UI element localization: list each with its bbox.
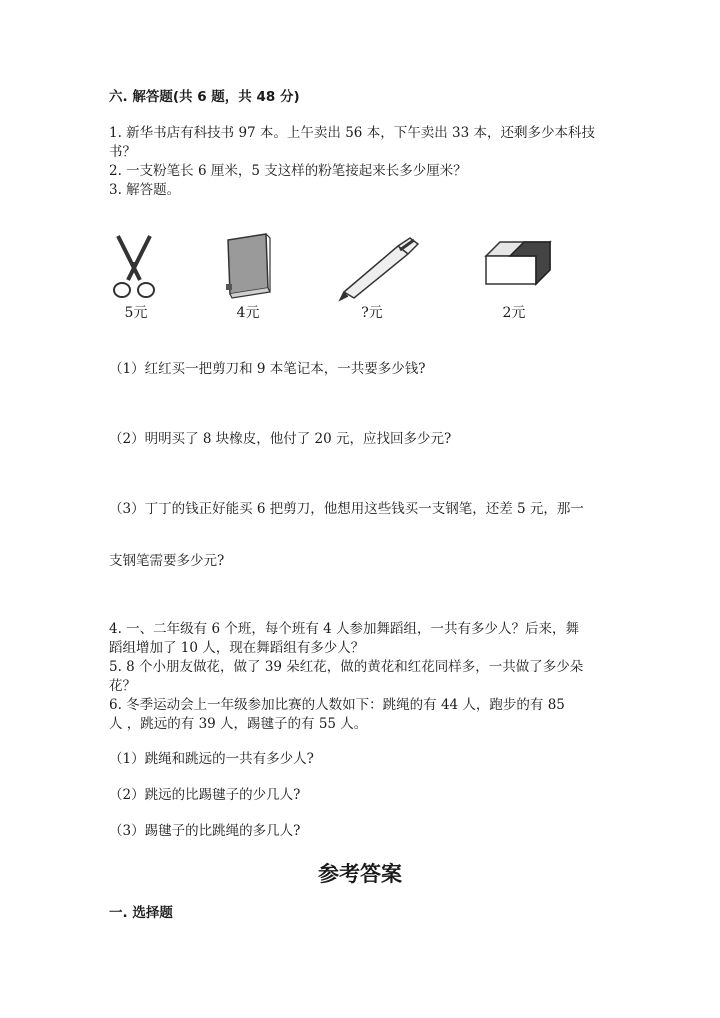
eraser-price: 2元 xyxy=(502,305,526,321)
question-3-3-line-2: 支钢笔需要多少元? xyxy=(109,553,225,569)
question-2: 2. 一支粉笔长 6 厘米，5 支这样的粉笔接起来长多少厘米？ xyxy=(109,163,467,179)
question-5-line-1: 5. 8 个小朋友做花，做了 39 朵红花，做的黄花和红花同样多，一共做了多少朵 xyxy=(109,659,584,675)
notebook-price: 4元 xyxy=(236,305,260,321)
section-6-title: 六. 解答题(共 6 题，共 48 分) xyxy=(109,89,300,105)
question-3-2: （2）明明买了 8 块橡皮，他付了 20 元，应找回多少元? xyxy=(109,431,452,447)
scissors-price: 5元 xyxy=(124,305,148,321)
question-6-line-1: 6. 冬季运动会上一年级参加比赛的人数如下：跳绳的有 44 人，跑步的有 85 xyxy=(109,697,565,713)
answers-title: 参考答案 xyxy=(318,862,402,886)
question-6-line-2: 人 ，跳远的有 39 人，踢毽子的有 55 人。 xyxy=(109,716,368,732)
question-1-line-1: 1. 新华书店有科技书 97 本。上午卖出 56 本，下午卖出 33 本，还剩多少本科技 xyxy=(109,125,595,141)
question-3-1: （1）红红买一把剪刀和 9 本笔记本，一共要多少钱? xyxy=(109,361,426,377)
pen-price: ?元 xyxy=(361,305,383,321)
question-4-line-2: 蹈组增加了 10 人，现在舞蹈组有多少人？ xyxy=(109,640,365,656)
answers-section-1-title: 一. 选择题 xyxy=(109,905,173,921)
question-3: 3. 解答题。 xyxy=(109,182,181,198)
question-5-line-2: 花？ xyxy=(109,678,136,694)
question-3-3-line-1: （3）丁丁的钱正好能买 6 把剪刀，他想用这些钱买一支钢笔，还差 5 元，那一 xyxy=(109,501,584,517)
question-6-2: （2）跳远的比踢毽子的少几人? xyxy=(109,787,301,803)
question-6-1: （1）跳绳和跳远的一共有多少人? xyxy=(109,751,314,767)
question-1-line-2: 书？ xyxy=(109,144,136,160)
question-4-line-1: 4. 一、二年级有 6 个班，每个班有 4 人参加舞蹈组，一共有多少人？后来，舞 xyxy=(109,621,580,637)
question-6-3: （3）踢毽子的比跳绳的多几人? xyxy=(109,823,301,839)
